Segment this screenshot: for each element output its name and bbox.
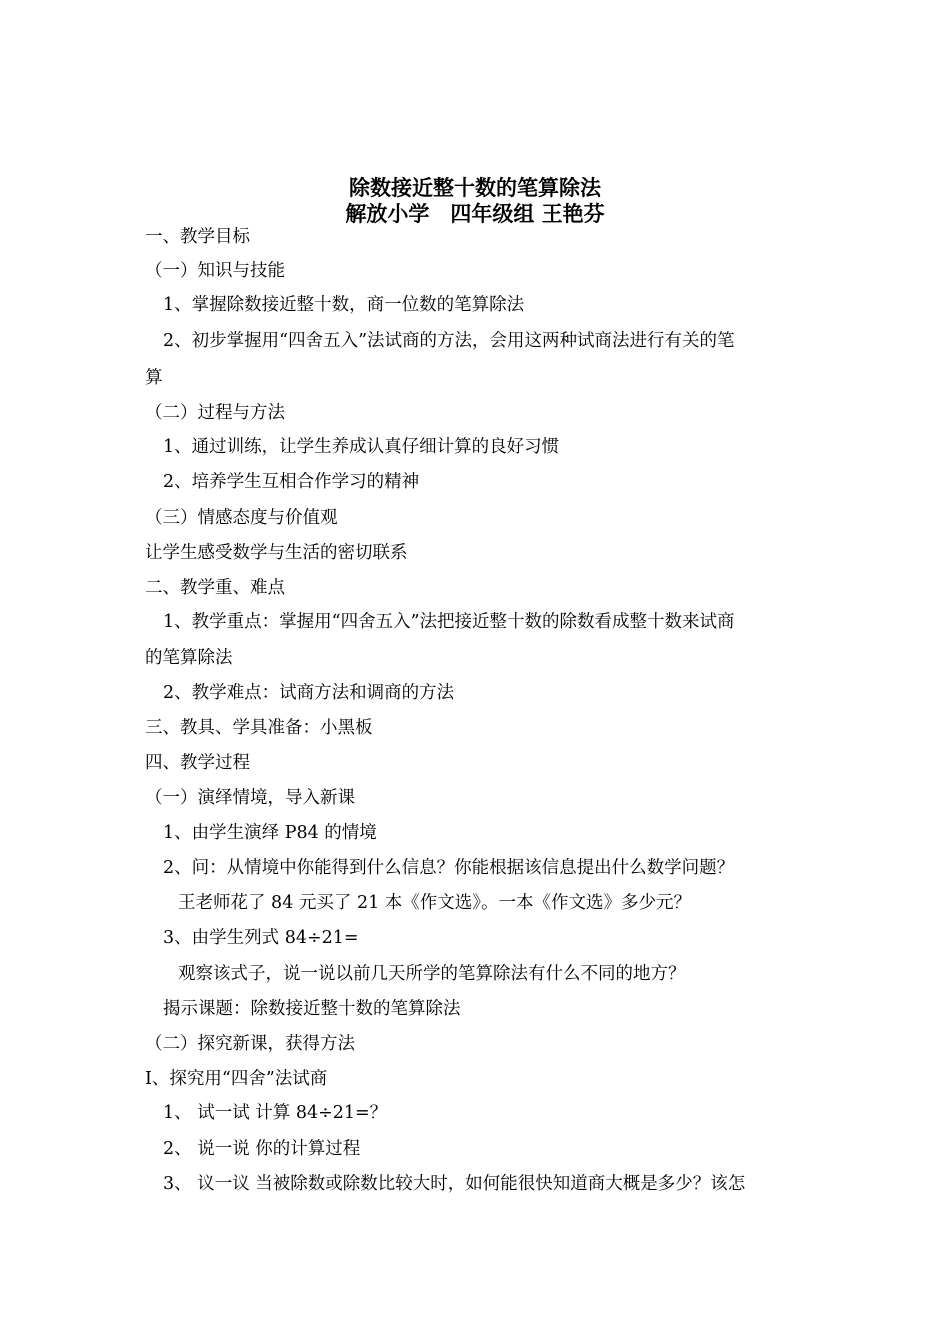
list-item: 2、 说一说 你的计算过程 [163, 1139, 361, 1159]
section-heading: 一、教学目标 [145, 227, 250, 247]
list-item: 2、初步掌握用“四舍五入”法试商的方法，会用这两种试商法进行有关的笔 [163, 331, 735, 351]
section-heading: 四、教学过程 [145, 753, 250, 773]
list-item: 2、问：从情境中你能得到什么信息？你能根据该信息提出什么数学问题？ [163, 858, 735, 878]
paragraph: 揭示课题：除数接近整十数的笔算除法 [163, 999, 461, 1019]
section-heading: 二、教学重、难点 [145, 578, 285, 598]
list-item: 1、由学生演绎 P84 的情境 [163, 823, 377, 843]
list-item: 1、 试一试 计算 84÷21=？ [163, 1103, 388, 1123]
list-item: 2、教学难点：试商方法和调商的方法 [163, 683, 455, 703]
subsection-heading: （二）过程与方法 [145, 403, 285, 423]
list-item: 3、 议一议 当被除数或除数比较大时，如何能很快知道商大概是多少？该怎 [163, 1174, 746, 1194]
paragraph: 王老师花了 84 元买了 21 本《作文选》。一本《作文选》多少元？ [178, 893, 692, 913]
list-item-continuation: 的笔算除法 [145, 648, 233, 668]
document-title: 除数接近整十数的笔算除法 [349, 175, 601, 200]
document-subtitle: 解放小学 四年级组 王艳芬 [345, 201, 605, 226]
paragraph: 观察该式子，说一说以前几天所学的笔算除法有什么不同的地方？ [178, 964, 686, 984]
section-heading: 三、教具、学具准备：小黑板 [145, 718, 373, 738]
subsection-heading: （三）情感态度与价值观 [145, 508, 338, 528]
list-item: 1、掌握除数接近整十数，商一位数的笔算除法 [163, 295, 525, 315]
subsection-heading: （一）演绎情境，导入新课 [145, 788, 355, 808]
list-item: 1、通过训练，让学生养成认真仔细计算的良好习惯 [163, 437, 560, 457]
subsection-heading: Ⅰ、探究用“四舍”法试商 [145, 1069, 328, 1089]
list-item: 2、培养学生互相合作学习的精神 [163, 472, 420, 492]
subsection-heading: （一）知识与技能 [145, 261, 285, 281]
list-item-continuation: 算 [145, 368, 163, 388]
paragraph: 让学生感受数学与生活的密切联系 [145, 543, 408, 563]
list-item: 1、教学重点：掌握用“四舍五入”法把接近整十数的除数看成整十数来试商 [163, 612, 735, 632]
subsection-heading: （二）探究新课，获得方法 [145, 1034, 355, 1054]
list-item: 3、由学生列式 84÷21= [163, 928, 359, 948]
